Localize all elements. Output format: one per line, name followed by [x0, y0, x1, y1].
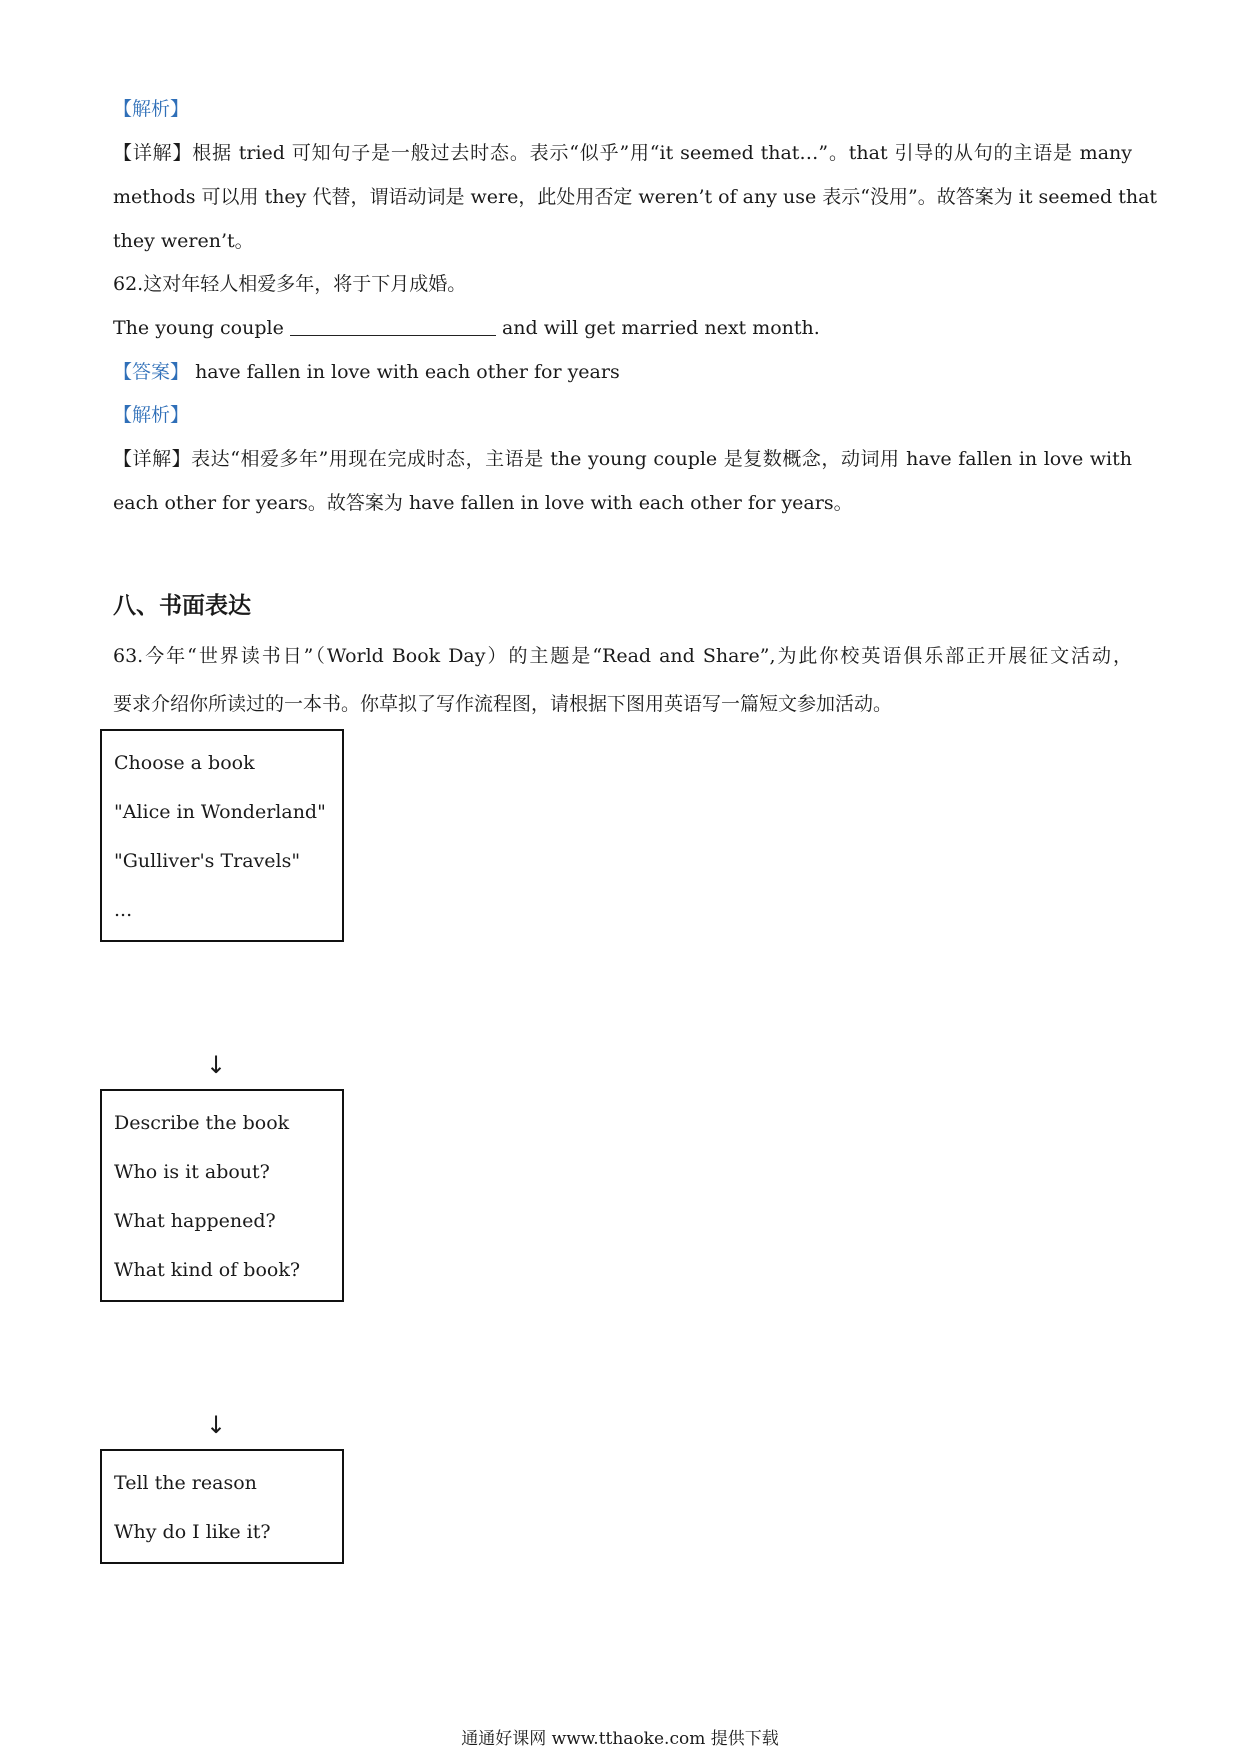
question-prompt: 要求介绍你所读过的一本书。你草拟了写作流程图，请根据下图用英语写一篇短文参加活动。 [113, 693, 893, 715]
box-item: Why do I like it? [114, 1521, 271, 1543]
box-item: "Gulliver's Travels" [114, 850, 301, 872]
question-prompt: 62.这对年轻人相爱多年，将于下月成婚。 [113, 273, 467, 295]
flowchart-box-reason [100, 1449, 344, 1564]
flowchart-box-choose [100, 729, 344, 942]
box-item: ... [114, 899, 133, 921]
detail-text: 【详解】表达“相爱多年”用现在完成时态，主语是 the young couple 是复数概念，动词用 have fallen in love with [113, 448, 1132, 470]
box-item: What kind of book? [114, 1259, 301, 1281]
question-sentence [113, 315, 1132, 341]
box-item: Tell the reason [114, 1472, 257, 1494]
box-item: "Alice in Wonderland" [114, 801, 326, 823]
question-prompt: 63.今年“世界读书日”（World Book Day）的主题是“Read and Share”,为此你校英语俱乐部正开展征文活动， [113, 645, 1132, 667]
detail-text: methods 可以用 they 代替，谓语动词是 were，此处用否定 weren’t of any use 表示“没用”。故答案为 it seemed that [113, 186, 1158, 208]
detail-text: 【详解】根据 tried 可知句子是一般过去时态。表示“似乎”用“it seemed that…”。that 引导的从句的主语是 many [113, 142, 1132, 164]
flow-arrow-icon: ↓ [206, 1051, 227, 1079]
sentence-before: The young couple [113, 317, 284, 339]
detail-text: each other for years。故答案为 have fallen in love with each other for years。 [113, 492, 853, 514]
box-item: Choose a book [114, 752, 255, 774]
answer-line [113, 359, 1132, 385]
analysis-label: 【解析】 [113, 98, 190, 120]
detail-text: they weren’t。 [113, 230, 254, 252]
answer-text: have fallen in love with each other for years [195, 361, 620, 383]
page-footer: 通通好课网 www.tthaoke.com 提供下载 [461, 1729, 779, 1749]
flowchart-box-describe [100, 1089, 344, 1302]
box-item: What happened? [114, 1210, 276, 1232]
analysis-label: 【解析】 [113, 404, 190, 426]
section-heading: 八、书面表达 [113, 593, 251, 619]
box-item: Describe the book [114, 1112, 290, 1134]
answer-blank [290, 317, 496, 336]
flow-arrow-icon: ↓ [206, 1411, 227, 1439]
sentence-after: and will get married next month. [501, 317, 820, 339]
box-item: Who is it about? [114, 1161, 270, 1183]
answer-label: 【答案】 [113, 361, 190, 383]
